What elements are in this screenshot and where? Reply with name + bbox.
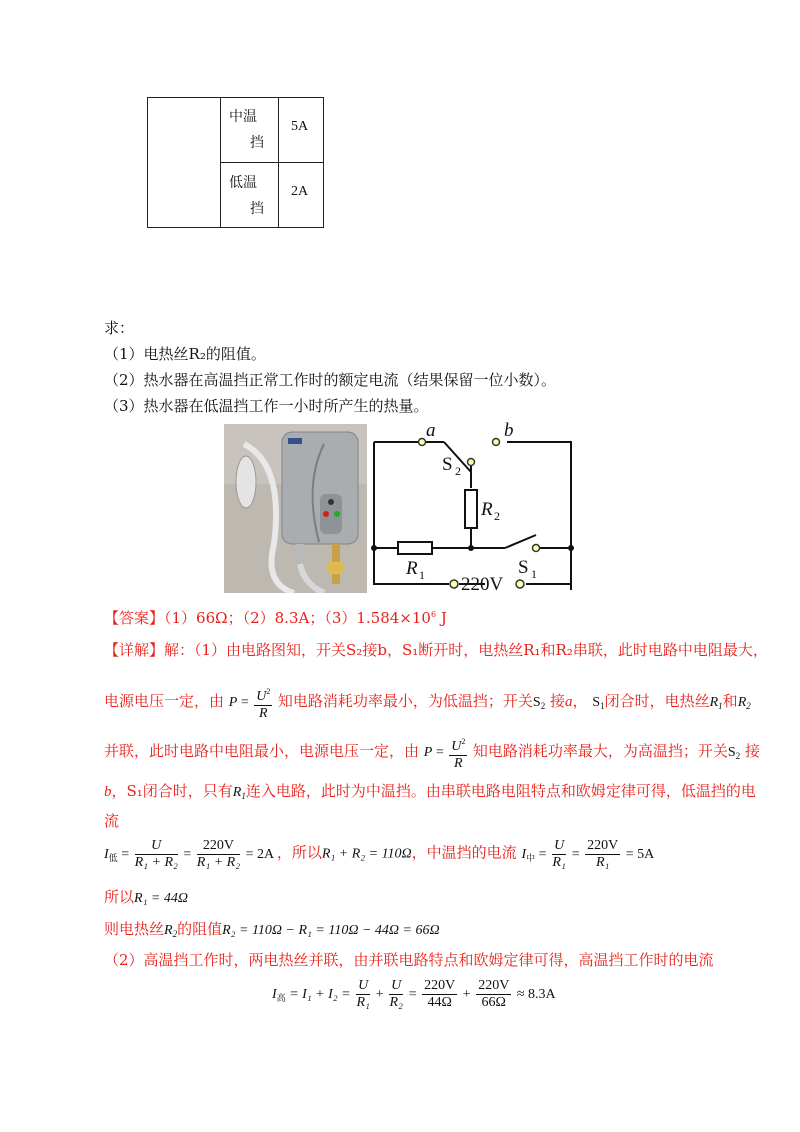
label-r1: R	[406, 558, 418, 579]
detail-text-8a: 则电热丝	[104, 920, 165, 938]
low-current-eq: $I_低$ = $\frac{U}{\text{R₁ + R₂}}$ = $\frac{220V}{\text{R₁ + R₂}}$ = 2A	[104, 838, 274, 870]
current-table	[147, 97, 324, 228]
sub-zhong: 中	[526, 852, 536, 863]
sym-u: U	[256, 689, 267, 704]
label-a: a	[426, 420, 436, 441]
question-1: （1）电热丝R₂的阻值。	[104, 345, 266, 363]
num-220-1: 220V	[197, 838, 240, 855]
detail-line-1	[104, 639, 768, 660]
detail-text-2c: 接	[549, 692, 565, 711]
detail-text-6a: ，所以	[276, 843, 322, 862]
detail-text-6b: ，中温挡的电流	[411, 843, 517, 862]
label-r2: R	[481, 499, 493, 520]
detail-line-9: （2）高温挡工作时，两电热丝并联，由并联电路特点和欧姆定律可得，高温挡工作时的电流	[104, 951, 714, 969]
approx-8-3: ≈ 8.3A	[516, 986, 556, 1002]
detail-text-4b: ，S₁闭合时，只有	[111, 782, 233, 800]
table-row-mid-value: 5A	[291, 119, 309, 134]
detail-text-4a: b	[104, 784, 112, 800]
power-formula-1: P = $\frac{U^2}{R}$	[229, 695, 278, 710]
table-row-low-label-1: 低温	[229, 175, 257, 191]
answer-exp: 6	[430, 610, 437, 619]
ohm-66: 66Ω	[481, 995, 506, 1010]
label-voltage: 220V	[461, 574, 504, 590]
answer-tag: 【答案】	[104, 609, 165, 627]
detail-text-2g: 和	[722, 692, 738, 711]
detail-text-2a: 电源电压一定，由	[104, 692, 225, 711]
detail-text-4c: 连入电路，此时为中温挡。由串联电路电阻特点和欧姆定律可得，低温挡的电	[245, 782, 756, 800]
sub-gao: 高	[276, 992, 286, 1003]
detail-text-2b: 知电路消耗功率最小，为低温挡；开关	[277, 692, 533, 711]
answer-unit: J	[436, 609, 447, 627]
detail-tag: 【详解】	[104, 641, 165, 659]
question-3: （3）热水器在低温挡工作一小时所产生的热量。	[104, 397, 429, 415]
high-current-eq: $I_高 = I_1 + I_2$ = $\frac{U}{\text{R₁}}$ + $\frac{U}{\text{R₂}}$ = $\frac{220V}{44\Omega}$ + $\frac{220V}{66\Omega}$ ≈ 8.3A	[272, 978, 556, 1010]
r1-44: R₁ = 44Ω	[134, 891, 189, 906]
answer-line	[104, 607, 447, 628]
sub-di: 低	[108, 852, 118, 863]
table-row-mid-label-1: 中温	[229, 109, 257, 125]
question-2: （2）热水器在高温挡正常工作时的额定电流（结果保留一位小数）。	[104, 371, 557, 389]
detail-line-5: 流	[104, 812, 120, 830]
detail-text-2d: a	[565, 694, 573, 711]
detail-line-7	[104, 886, 188, 907]
answer-text: （1）66Ω；（2）8.3A；（3）1.584×10	[164, 609, 431, 627]
questions-intro: 求：	[104, 319, 135, 337]
eq-2a: = 2A	[245, 846, 274, 862]
sum-110: R₁ + R₂ = 110Ω	[321, 846, 412, 862]
label-r1-sub: 1	[419, 568, 425, 582]
detail-line-10	[272, 978, 556, 1011]
detail-text-7: 所以	[104, 888, 135, 906]
r2-eq: R₂ = 110Ω − R₁ = 110Ω − 44Ω = 66Ω	[222, 923, 440, 938]
table-row-mid-label-2: 挡	[250, 135, 264, 151]
water-heater-photo	[224, 424, 367, 593]
label-b: b	[504, 420, 514, 441]
detail-line-6	[104, 838, 654, 871]
detail-text-2f: 闭合时，电热丝	[604, 692, 710, 711]
detail-line-2: 电源电压一定，由 P = $\frac{U^2}{R}$ 知电路消耗功率最小，为低温挡；开关$S_2$ 接a， $S_1$闭合时，电热丝$R_1$和$R_2$	[104, 684, 751, 722]
circuit-diagram	[370, 420, 580, 590]
sym-p: P	[228, 695, 238, 711]
label-s2: S	[442, 454, 453, 475]
label-r2-sub: 2	[494, 509, 500, 523]
eq-5a: = 5A	[625, 846, 655, 862]
detail-text-2e: ，	[572, 692, 588, 711]
detail-text-3c: 接	[744, 742, 760, 761]
sym-r: R	[259, 706, 268, 721]
detail-text-8b: 的阻值	[177, 920, 223, 938]
detail-line-3: 并联，此时电路中电阻最小，电源电压一定，由 P = $\frac{U^2}{R}$ 知电路消耗功率最大，为高温挡；开关$S_2$ 接	[104, 734, 760, 772]
i-sum: = I₁ + I₂ =	[289, 986, 351, 1002]
label-s1-sub: 1	[531, 567, 537, 581]
detail-line-4: b，S₁闭合时，只有$R_1$连入电路，此时为中温挡。由串联电路电阻特点和欧姆定律可得，低温挡的电	[104, 782, 756, 801]
denom-1: R₁ + R₂	[134, 855, 178, 870]
detail-text-1: 解：（1）由电路图知，开关S₂接b，S₁断开时，电热丝R₁和R₂串联，此时电路中电阻最大，	[164, 641, 768, 659]
detail-text-3b: 知电路消耗功率最大，为高温挡；开关	[472, 742, 728, 761]
label-s1: S	[518, 557, 529, 578]
table-row-low-value: 2A	[291, 184, 309, 199]
detail-text-3a: 并联，此时电路中电阻最小，电源电压一定，由	[104, 742, 420, 761]
label-s2-sub: 2	[455, 464, 461, 478]
ohm-44: 44Ω	[427, 995, 452, 1010]
power-formula-2: P = $\frac{U^2}{R}$	[424, 745, 473, 760]
mid-current-eq: $I_中$ = $\frac{U}{\text{R₁}}$ = $\frac{220V}{\text{R₁}}$ = 5A	[521, 838, 655, 870]
detail-line-8: 则电热丝$R_2$的阻值R₂ = 110Ω − R₁ = 110Ω − 44Ω = 66Ω	[104, 920, 440, 939]
table-row-low-label-2: 挡	[250, 201, 264, 217]
